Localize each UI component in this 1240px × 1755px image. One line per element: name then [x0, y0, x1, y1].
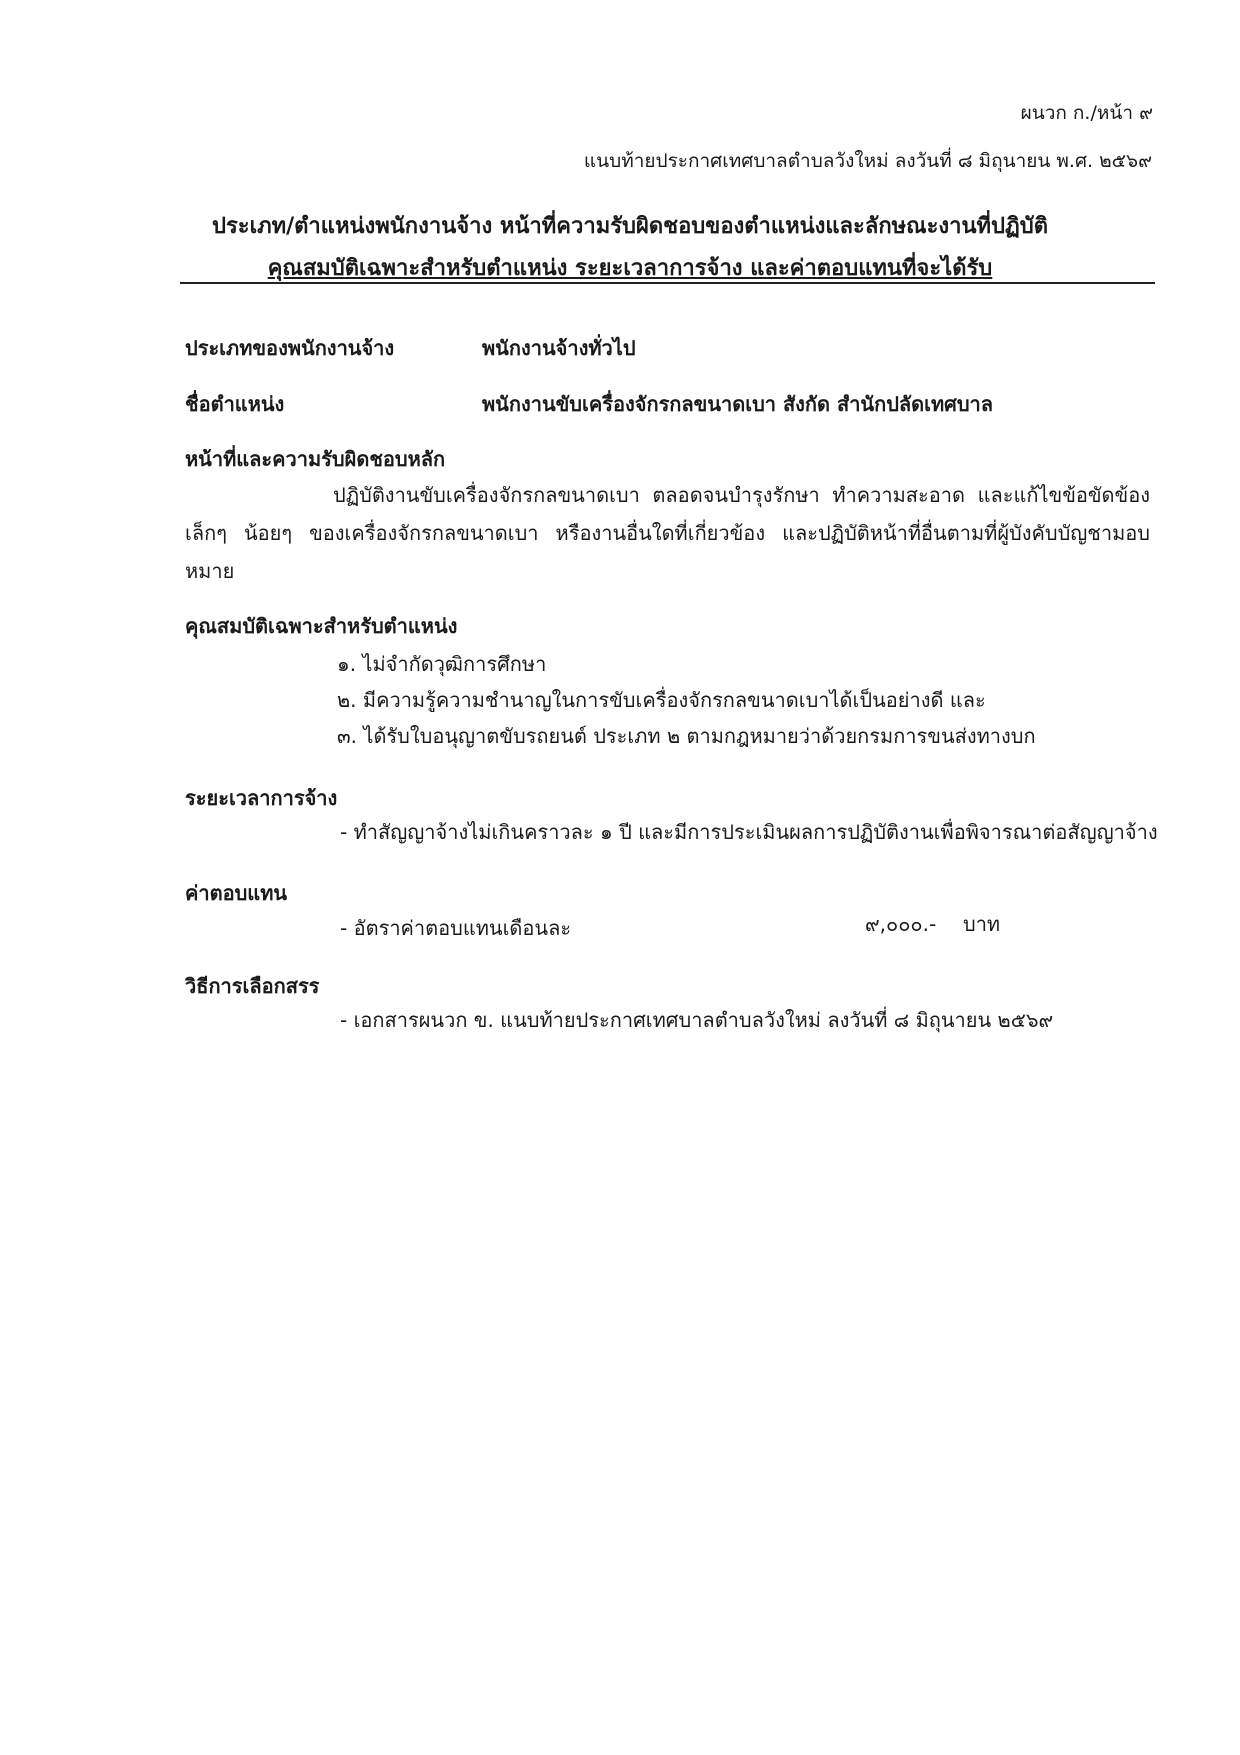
employment-period-heading: ระยะเวลาการจ้าง: [185, 786, 338, 810]
qualification-item: ๓. ได้รับใบอนุญาตขับรถยนต์ ประเภท ๒ ตามกฎหมายว่าด้วยกรมการขนส่งทางบก: [337, 724, 1036, 748]
position-value: พนักงานขับเครื่องจักรกลขนาดเบา สังกัด สำนักปลัดเทศบาล: [482, 392, 994, 416]
compensation-unit: บาท: [963, 912, 1001, 936]
title-divider: [180, 282, 1155, 284]
duties-text: ปฏิบัติงานขับเครื่องจักรกลขนาดเบา ตลอดจนบำรุงรักษา ทำความสะอาด และแก้ไขข้อขัดข้องเล็กๆ น้อยๆ ของเครื่องจักรกลขนาดเบา หรืองานอื่นใดที่เกี่ยวข้อง และปฏิบัติหน้าที่อื่นตามที่ผู้บังคับบัญชามอบหมาย: [185, 483, 1150, 583]
selection-text: - เอกสารผนวก ข. แนบท้ายประกาศเทศบาลตำบลวังใหม่ ลงวันที่ ๘ มิถุนายน ๒๕๖๙: [340, 1008, 1054, 1032]
qualification-item: ๒. มีความรู้ความชำนาญในการขับเครื่องจักรกลขนาดเบาได้เป็นอย่างดี และ: [337, 688, 986, 712]
document-title-line-1: ประเภท/ตำแหน่งพนักงานจ้าง หน้าที่ความรับผิดชอบของตำแหน่งและลักษณะงานที่ปฏิบัติ: [211, 214, 1049, 239]
duties-heading: หน้าที่และความรับผิดชอบหลัก: [185, 447, 446, 471]
compensation-amount: ๙,๐๐๐.-: [865, 912, 937, 936]
employment-period-text: - ทำสัญญาจ้างไม่เกินคราวละ ๑ ปี และมีการประเมินผลการปฏิบัติงานเพื่อพิจารณาต่อสัญญาจ้าง: [340, 820, 1158, 844]
selection-heading: วิธีการเลือกสรร: [185, 974, 320, 998]
annex-reference: แนบท้ายประกาศเทศบาลตำบลวังใหม่ ลงวันที่ ๘ มิถุนายน พ.ศ. ๒๕๖๙: [583, 150, 1152, 172]
employee-type-value: พนักงานจ้างทั่วไป: [482, 336, 636, 360]
annex-page-label: ผนวก ก./หน้า ๙: [1020, 102, 1153, 124]
qualifications-heading: คุณสมบัติเฉพาะสำหรับตำแหน่ง: [185, 614, 458, 638]
position-label: ชื่อตำแหน่ง: [185, 392, 285, 416]
document-title-line-2: คุณสมบัติเฉพาะสำหรับตำแหน่ง ระยะเวลาการจ้าง และค่าตอบแทนที่จะได้รับ: [267, 256, 993, 281]
compensation-heading: ค่าตอบแทน: [185, 881, 288, 905]
qualification-item: ๑. ไม่จำกัดวุฒิการศึกษา: [337, 652, 547, 676]
compensation-label: - อัตราค่าตอบแทนเดือนละ: [340, 916, 572, 940]
employee-type-label: ประเภทของพนักงานจ้าง: [185, 336, 395, 360]
